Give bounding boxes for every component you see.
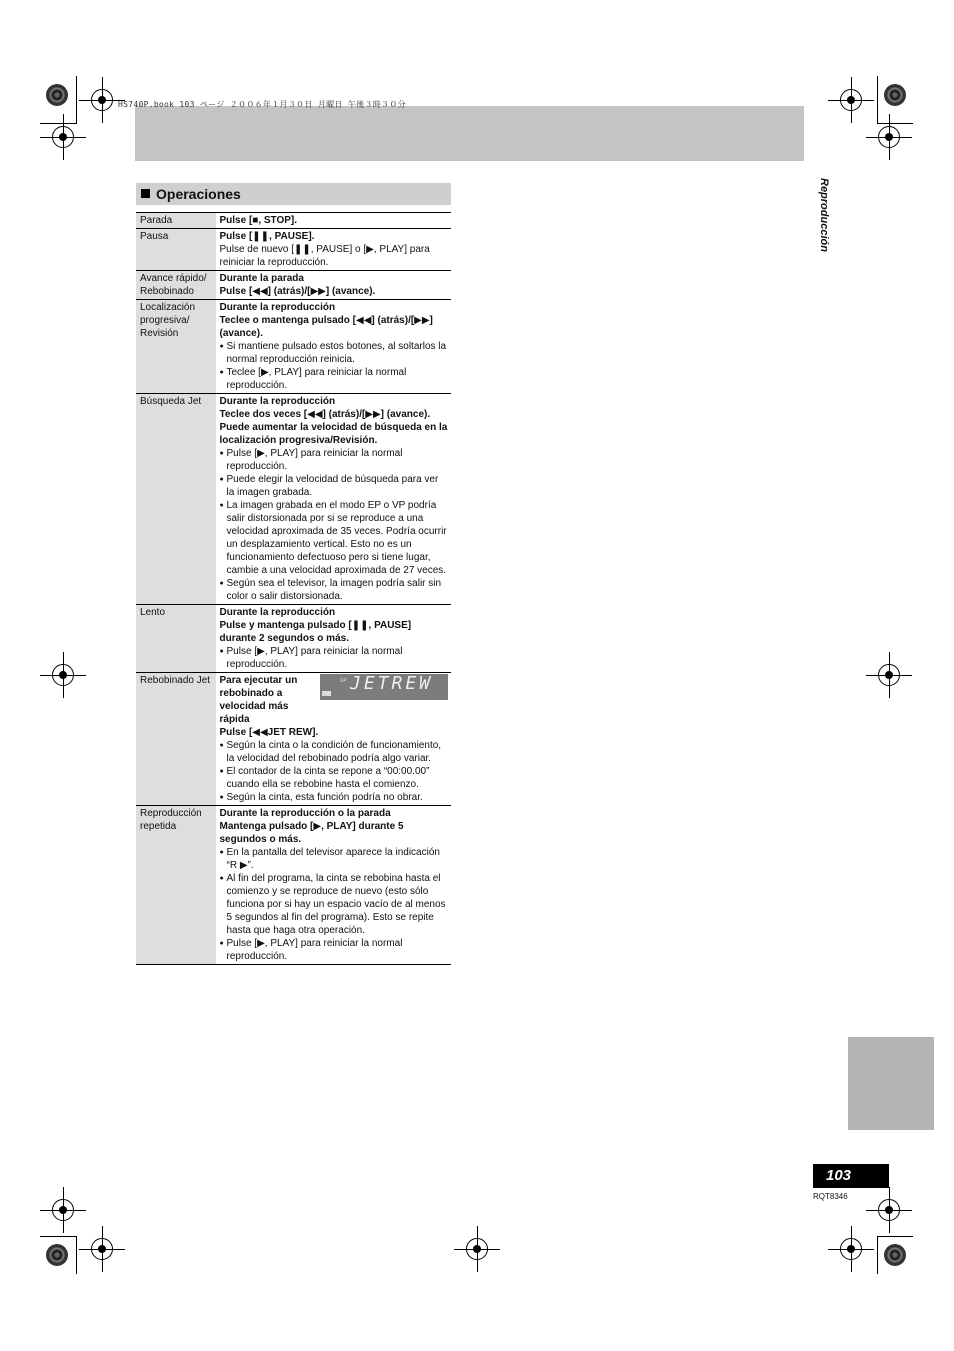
bullet-note: ● Según la cinta, esta función podría no obrar.: [220, 791, 449, 804]
bullet-note: ● Al fin del programa, la cinta se rebobina hasta el comienzo y se reproduce de nuevo (esto sólo funciona por si hay un espacio vacío de al menos 5 segundos al fin del programa). Esto se repite hasta que haga otra operación.: [220, 872, 449, 937]
table-row: [136, 673, 451, 806]
instruction: Durante la reproducción: [219, 607, 336, 618]
instruction: Pulse [■, STOP].: [219, 215, 298, 226]
bullet-note: ● El contador de la cinta se repone a “00:00.00” cuando ella se rebobine hasta el comienzo.: [220, 765, 449, 791]
operation-description: [216, 673, 452, 806]
operation-label: Rebobinado Jet: [136, 673, 216, 806]
instruction: Durante la reproducción o la parada: [219, 808, 391, 819]
operation-label: Búsqueda Jet: [136, 394, 216, 605]
operation-description: [216, 806, 452, 965]
rosette-mark: [884, 1244, 906, 1266]
operation-label: Reproducción repetida: [136, 806, 216, 965]
bullet-note: ● Según sea el televisor, la imagen podría salir sin color o salir distorsionada.: [220, 577, 449, 603]
table-row: [136, 605, 451, 673]
table-row: [136, 300, 451, 394]
operation-description: [216, 271, 452, 300]
table-row: [136, 394, 451, 605]
table-row: [136, 271, 451, 300]
operation-description: [216, 394, 452, 605]
instruction: Pulse [❚❚, PAUSE].: [219, 231, 315, 242]
instruction: Teclee o mantenga pulsado [◀◀] (atrás)/[▶▶] (avance).: [219, 315, 433, 339]
bullet-note: ● Pulse [▶, PLAY] para reiniciar la normal reproducción.: [220, 937, 449, 963]
doc-code: RQT8346: [813, 1192, 848, 1201]
instruction: Teclee dos veces [◀◀] (atrás)/[▶▶] (avance).: [219, 409, 431, 420]
operation-description: [216, 300, 452, 394]
bullet-note: ● Puede elegir la velocidad de búsqueda para ver la imagen grabada.: [220, 473, 449, 499]
rosette-mark: [884, 84, 906, 106]
operation-description: [216, 213, 452, 229]
table-row: [136, 229, 451, 271]
operation-label: Parada: [136, 213, 216, 229]
instruction: Pulse [◀◀JET REW].: [219, 727, 319, 738]
operation-description: [216, 229, 452, 271]
instruction: Durante la parada: [219, 273, 304, 284]
operation-label: Lento: [136, 605, 216, 673]
display-sp: SP: [340, 678, 347, 684]
instruction: Mantenga pulsado [▶, PLAY] durante 5 segundos o más.: [219, 821, 404, 845]
side-label-text: Reproducción: [818, 178, 830, 252]
instruction: Para ejecutar un rebobinado a velocidad más rápida: [219, 675, 298, 725]
bullet-note: ● Si mantiene pulsado estos botones, al soltarlos la normal reproducción reinicia.: [220, 340, 449, 366]
square-bullet-icon: [141, 189, 150, 198]
operation-label: Pausa: [136, 229, 216, 271]
instruction: Durante la reproducción: [219, 396, 336, 407]
operation-label: Localización progresiva/ Revisión: [136, 300, 216, 394]
section-header: [136, 183, 451, 205]
instruction: Durante la reproducción: [219, 302, 336, 313]
bullet-note: ● Según la cinta o la condición de funcionamiento, la velocidad del rebobinado podría algo variar.: [220, 739, 449, 765]
bullet-note: ● La imagen grabada en el modo EP o VP podría salir distorsionada por si se reproduce a una velocidad aproximada de 35 veces. Podría ocurrir un desplazamiento vertical. Esto no es un funcionamiento defectuoso pero si tiene lugar, cambie a una velocidad aproximada de 27 veces.: [220, 499, 449, 577]
rosette-mark: [46, 84, 68, 106]
print-info: HS740P.book 103 ページ ２００６年１月３０日 月曜日 午後３時３０分: [118, 100, 406, 109]
note: Pulse de nuevo [❚❚, PAUSE] o [▶, PLAY] para reiniciar la reproducción.: [219, 244, 430, 268]
bullet-note: ● Teclee [▶, PLAY] para reiniciar la normal reproducción.: [220, 366, 449, 392]
side-label: [818, 178, 842, 258]
tape-icon: [322, 691, 331, 696]
operations-table: [136, 212, 451, 965]
section-title: Operaciones: [156, 186, 241, 202]
bullet-note: ● En la pantalla del televisor aparece la indicación “R ▶”.: [220, 846, 449, 872]
table-row: [136, 806, 451, 965]
operation-description: [216, 605, 452, 673]
vcr-display-image: [320, 674, 448, 700]
operation-label: Avance rápido/ Rebobinado: [136, 271, 216, 300]
rosette-mark: [46, 1244, 68, 1266]
table-row: [136, 213, 451, 229]
instruction: Pulse [◀◀] (atrás)/[▶▶] (avance).: [219, 286, 376, 297]
bullet-note: ● Pulse [▶, PLAY] para reiniciar la normal reproducción.: [220, 447, 449, 473]
side-tab: [848, 1037, 934, 1130]
page-number: 103: [813, 1164, 889, 1188]
header-band: [135, 106, 804, 161]
instruction: Puede aumentar la velocidad de búsqueda en la localización progresiva/Revisión.: [219, 422, 448, 446]
instruction: Pulse y mantenga pulsado [❚❚, PAUSE] durante 2 segundos o más.: [219, 620, 412, 644]
display-text: JETREW: [350, 673, 434, 694]
bullet-note: ● Pulse [▶, PLAY] para reiniciar la normal reproducción.: [220, 645, 449, 671]
